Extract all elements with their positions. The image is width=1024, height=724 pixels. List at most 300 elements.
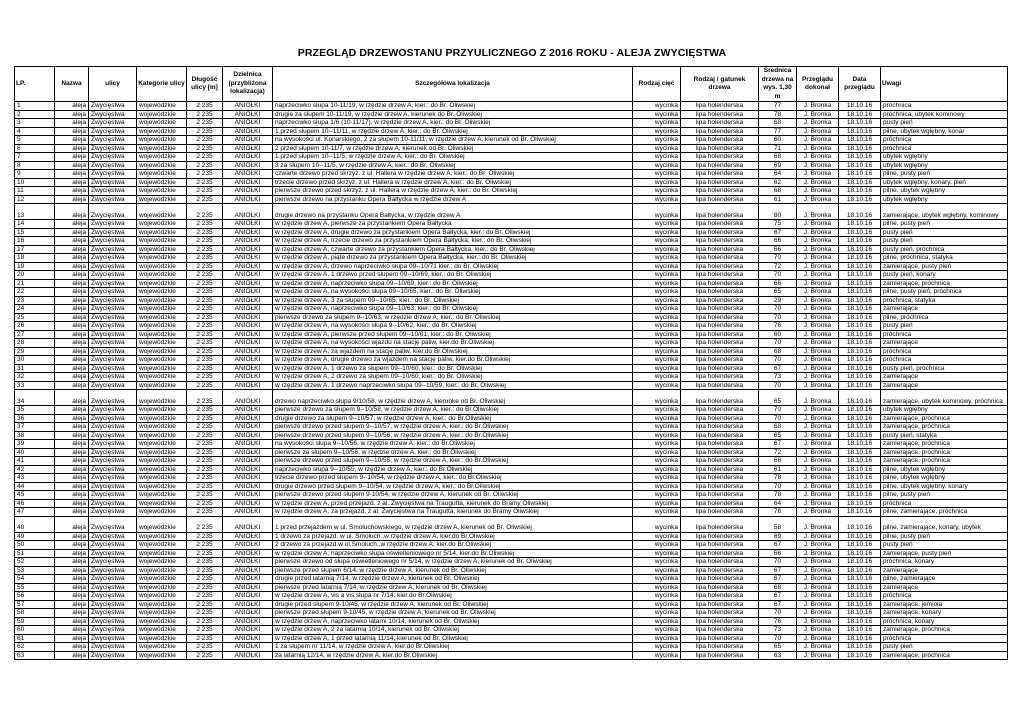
cell-srednica: 67 <box>759 600 797 609</box>
cell-data: 18.10.16 <box>839 626 881 635</box>
cell-dlugosc: 2 235 <box>187 170 223 179</box>
cell-rodzaj-ciec: wycinka <box>633 651 681 660</box>
cell-dlugosc: 2 235 <box>187 119 223 128</box>
cell-uwagi: zamierające, próchnica <box>881 440 1008 449</box>
cell-ulicy: Zwycięstwa <box>89 254 137 263</box>
cell-przeglad: J. Bronka <box>797 119 839 128</box>
cell-przeglad: J. Bronka <box>797 364 839 373</box>
cell-data: 18.10.16 <box>839 262 881 271</box>
cell-kategorie: wojewódzkie <box>137 245 187 254</box>
cell-lokalizacja: pierwsze przed słupem 9-10/45, w rzędzie drzew A, kierunek od Br. Oliwskiej <box>273 609 633 618</box>
cell-ulicy: Zwycięstwa <box>89 634 137 643</box>
cell-nazwa: aleja <box>55 102 89 111</box>
table-row <box>15 356 1008 365</box>
cell-uwagi: pilne, ubytek wgłębny <box>881 474 1008 483</box>
cell-dlugosc: 2 235 <box>187 279 223 288</box>
cell-lp: 41 <box>15 457 55 466</box>
cell-rodzaj-ciec: wycinka <box>633 195 681 204</box>
cell-ulicy: Zwycięstwa <box>89 617 137 626</box>
cell-dzielnica: ANIOŁKI <box>223 220 273 229</box>
cell-data: 18.10.16 <box>839 499 881 508</box>
cell-gatunek: lipa holenderska <box>681 195 759 204</box>
cell-lokalizacja: w rzędzie drzew A, trzecie drzewo za przystankiem Opera Bałtycka, kier.: do Br. Oliwskiej <box>273 237 633 246</box>
cell-rodzaj-ciec: wycinka <box>633 465 681 474</box>
table-row <box>15 220 1008 229</box>
cell-dzielnica: ANIOŁKI <box>223 102 273 111</box>
cell-dlugosc: 2 235 <box>187 609 223 618</box>
table-row <box>15 499 1008 508</box>
cell-dlugosc: 2 235 <box>187 414 223 423</box>
cell-dzielnica: ANIOŁKI <box>223 245 273 254</box>
cell-ulicy: Zwycięstwa <box>89 600 137 609</box>
cell-ulicy: Zwycięstwa <box>89 609 137 618</box>
cell-dlugosc: 2 235 <box>187 516 223 532</box>
cell-dzielnica: ANIOŁKI <box>223 228 273 237</box>
cell-rodzaj-ciec: wycinka <box>633 204 681 220</box>
cell-gatunek: lipa holenderska <box>681 262 759 271</box>
cell-srednica: 78 <box>759 491 797 500</box>
cell-rodzaj-ciec: wycinka <box>633 373 681 382</box>
cell-dzielnica: ANIOŁKI <box>223 347 273 356</box>
cell-uwagi: pusty pień <box>881 643 1008 652</box>
cell-lp: 49 <box>15 532 55 541</box>
table-row <box>15 110 1008 119</box>
cell-kategorie: wojewódzkie <box>137 296 187 305</box>
cell-rodzaj-ciec: wycinka <box>633 634 681 643</box>
cell-kategorie: wojewódzkie <box>137 516 187 532</box>
cell-rodzaj-ciec: wycinka <box>633 262 681 271</box>
cell-przeglad: J. Bronka <box>797 491 839 500</box>
cell-nazwa: aleja <box>55 474 89 483</box>
cell-ulicy: Zwycięstwa <box>89 575 137 584</box>
cell-nazwa: aleja <box>55 406 89 415</box>
cell-kategorie: wojewódzkie <box>137 508 187 517</box>
cell-uwagi: próchnica <box>881 592 1008 601</box>
cell-nazwa: aleja <box>55 465 89 474</box>
cell-przeglad: J. Bronka <box>797 406 839 415</box>
cell-dlugosc: 2 235 <box>187 381 223 390</box>
cell-lp: 27 <box>15 330 55 339</box>
cell-rodzaj-ciec: wycinka <box>633 356 681 365</box>
cell-lp: 2 <box>15 110 55 119</box>
cell-data: 18.10.16 <box>839 465 881 474</box>
cell-lp: 4 <box>15 127 55 136</box>
cell-nazwa: aleja <box>55 457 89 466</box>
cell-lp: 12 <box>15 195 55 204</box>
cell-dlugosc: 2 235 <box>187 457 223 466</box>
cell-kategorie: wojewódzkie <box>137 195 187 204</box>
cell-rodzaj-ciec: wycinka <box>633 228 681 237</box>
cell-nazwa: aleja <box>55 532 89 541</box>
cell-przeglad: J. Bronka <box>797 465 839 474</box>
cell-srednica: 66 <box>759 237 797 246</box>
cell-srednica: 68 <box>759 187 797 196</box>
table-row <box>15 204 1008 220</box>
cell-przeglad: J. Bronka <box>797 609 839 618</box>
cell-ulicy: Zwycięstwa <box>89 237 137 246</box>
cell-rodzaj-ciec: wycinka <box>633 127 681 136</box>
cell-przeglad: J. Bronka <box>797 508 839 517</box>
table-body <box>15 102 1008 660</box>
cell-ulicy: Zwycięstwa <box>89 406 137 415</box>
cell-przeglad: J. Bronka <box>797 161 839 170</box>
cell-dzielnica: ANIOŁKI <box>223 457 273 466</box>
table-row <box>15 558 1008 567</box>
cell-uwagi: pilne, zamierające, konary, ubytek <box>881 516 1008 532</box>
cell-nazwa: aleja <box>55 482 89 491</box>
cell-dlugosc: 2 235 <box>187 592 223 601</box>
cell-ulicy: Zwycięstwa <box>89 381 137 390</box>
cell-ulicy: Zwycięstwa <box>89 102 137 111</box>
cell-data: 18.10.16 <box>839 549 881 558</box>
cell-rodzaj-ciec: wycinka <box>633 558 681 567</box>
cell-lp: 16 <box>15 237 55 246</box>
table-row <box>15 271 1008 280</box>
cell-lokalizacja: w rzędzie drzew A, za wjazdem na stację paliw, kier.do Br.Oliwskiej <box>273 347 633 356</box>
cell-srednica: 78 <box>759 110 797 119</box>
cell-srednica: 61 <box>759 195 797 204</box>
cell-data: 18.10.16 <box>839 482 881 491</box>
cell-nazwa: aleja <box>55 381 89 390</box>
cell-uwagi: pilne, ubytek wgłębny <box>881 465 1008 474</box>
cell-nazwa: aleja <box>55 254 89 263</box>
cell-przeglad: J. Bronka <box>797 566 839 575</box>
cell-lp: 29 <box>15 347 55 356</box>
cell-gatunek: lipa holenderska <box>681 566 759 575</box>
cell-dzielnica: ANIOŁKI <box>223 305 273 314</box>
cell-lp: 59 <box>15 617 55 626</box>
cell-lp: 22 <box>15 288 55 297</box>
cell-data: 18.10.16 <box>839 558 881 567</box>
cell-dzielnica: ANIOŁKI <box>223 356 273 365</box>
cell-data: 18.10.16 <box>839 136 881 145</box>
cell-rodzaj-ciec: wycinka <box>633 178 681 187</box>
cell-przeglad: J. Bronka <box>797 381 839 390</box>
cell-przeglad: J. Bronka <box>797 204 839 220</box>
cell-ulicy: Zwycięstwa <box>89 364 137 373</box>
cell-dzielnica: ANIOŁKI <box>223 617 273 626</box>
cell-ulicy: Zwycięstwa <box>89 127 137 136</box>
cell-kategorie: wojewódzkie <box>137 228 187 237</box>
cell-kategorie: wojewódzkie <box>137 566 187 575</box>
cell-dzielnica: ANIOŁKI <box>223 127 273 136</box>
cell-dzielnica: ANIOŁKI <box>223 271 273 280</box>
cell-lp: 50 <box>15 541 55 550</box>
cell-gatunek: lipa holenderska <box>681 423 759 432</box>
cell-srednica: 70 <box>759 634 797 643</box>
cell-lokalizacja: w rzędzie drzew A, 1 drzewo za słupem 09--10/60, kier.: do Br. Oliwskiej <box>273 364 633 373</box>
cell-nazwa: aleja <box>55 339 89 348</box>
cell-uwagi: pusty pień <box>881 322 1008 331</box>
cell-nazwa: aleja <box>55 600 89 609</box>
table-row <box>15 296 1008 305</box>
table-row <box>15 237 1008 246</box>
cell-lp: 6 <box>15 144 55 153</box>
cell-srednica: 78 <box>759 474 797 483</box>
table-row <box>15 491 1008 500</box>
cell-lokalizacja: 1 przed słupem 10--11/5, w rzędzie drzew A, kier.: do Br. Oliwskiej <box>273 153 633 162</box>
cell-nazwa: aleja <box>55 347 89 356</box>
cell-data: 18.10.16 <box>839 161 881 170</box>
cell-kategorie: wojewódzkie <box>137 279 187 288</box>
cell-lokalizacja: pierwsze drzewo na przystanku Opera Bałtycka w rzędzie drzew A <box>273 195 633 204</box>
cell-dlugosc: 2 235 <box>187 110 223 119</box>
cell-dlugosc: 2 235 <box>187 600 223 609</box>
cell-data: 18.10.16 <box>839 322 881 331</box>
cell-ulicy: Zwycięstwa <box>89 592 137 601</box>
cell-dzielnica: ANIOŁKI <box>223 626 273 635</box>
cell-uwagi: pilne, próchnica, statyka <box>881 254 1008 263</box>
cell-rodzaj-ciec: wycinka <box>633 491 681 500</box>
cell-lp: 5 <box>15 136 55 145</box>
cell-rodzaj-ciec: wycinka <box>633 347 681 356</box>
cell-lokalizacja: w rzędzie drzew A, przed przejazd. z al. Zwycięstwa na Traugutta, kierunek do Bramy Oliwskiej <box>273 499 633 508</box>
cell-lokalizacja: w rzędzie drzew A, piąte drzewo za przystankiem Opera Bałtycka, kier.: do Br. Oliwskiej <box>273 254 633 263</box>
cell-gatunek: lipa holenderska <box>681 541 759 550</box>
cell-uwagi: zamierające, ubytek wgłębny, kominowy <box>881 204 1008 220</box>
cell-ulicy: Zwycięstwa <box>89 136 137 145</box>
cell-przeglad: J. Bronka <box>797 237 839 246</box>
cell-rodzaj-ciec: wycinka <box>633 575 681 584</box>
cell-uwagi: pilne, pusty pień <box>881 170 1008 179</box>
cell-kategorie: wojewódzkie <box>137 643 187 652</box>
cell-rodzaj-ciec: wycinka <box>633 566 681 575</box>
cell-gatunek: lipa holenderska <box>681 617 759 626</box>
cell-rodzaj-ciec: wycinka <box>633 288 681 297</box>
cell-nazwa: aleja <box>55 228 89 237</box>
cell-przeglad: J. Bronka <box>797 516 839 532</box>
cell-srednica: 77 <box>759 127 797 136</box>
cell-lokalizacja: w rzędzie drzew A, czwarte drzewo za przystankiem Opera Bałtycka, kier.: do Br. Oliwskiej <box>273 245 633 254</box>
cell-przeglad: J. Bronka <box>797 322 839 331</box>
cell-gatunek: lipa holenderska <box>681 339 759 348</box>
cell-lp: 63 <box>15 651 55 660</box>
cell-nazwa: aleja <box>55 491 89 500</box>
cell-ulicy: Zwycięstwa <box>89 245 137 254</box>
cell-nazwa: aleja <box>55 245 89 254</box>
cell-srednica: 67 <box>759 566 797 575</box>
cell-lokalizacja: drzewo naprzeciwko słupa 9/10/58, w rzędzie drzew A, kierunke od Br. Oliwskiej <box>273 390 633 406</box>
col-header-lp: LP. <box>15 67 55 102</box>
cell-ulicy: Zwycięstwa <box>89 626 137 635</box>
cell-kategorie: wojewódzkie <box>137 119 187 128</box>
table-row <box>15 187 1008 196</box>
cell-przeglad: J. Bronka <box>797 245 839 254</box>
cell-gatunek: lipa holenderska <box>681 600 759 609</box>
cell-gatunek: lipa holenderska <box>681 626 759 635</box>
cell-lokalizacja: drugie przed latarnią 7/14, w rzędzie drzew A, kierunek od Br. Oliwskiej <box>273 575 633 584</box>
cell-lokalizacja: pierwsze drzewo przed skrzyż. z ul. Hallera w rzędzie drzew A, kier.: do Br. Oliwskiej <box>273 187 633 196</box>
cell-kategorie: wojewódzkie <box>137 254 187 263</box>
cell-srednica: 75 <box>759 220 797 229</box>
cell-lokalizacja: w rzędzie drzew A, 3 za słupem 09--10/65, kier.: do Br. Oliwskiej <box>273 296 633 305</box>
cell-dlugosc: 2 235 <box>187 161 223 170</box>
cell-data: 18.10.16 <box>839 541 881 550</box>
table-row <box>15 592 1008 601</box>
cell-nazwa: aleja <box>55 322 89 331</box>
cell-przeglad: J. Bronka <box>797 279 839 288</box>
cell-lokalizacja: na wysokości ul. Konarskiego, 2 za słupem 10-11/11, w rzędzie drzew A, kierunek od Br. Oliwskiej <box>273 136 633 145</box>
table-row <box>15 423 1008 432</box>
cell-uwagi: pusty pień, konary <box>881 271 1008 280</box>
table-row <box>15 127 1008 136</box>
cell-lp: 48 <box>15 516 55 532</box>
cell-dlugosc: 2 235 <box>187 144 223 153</box>
cell-gatunek: lipa holenderska <box>681 170 759 179</box>
cell-kategorie: wojewódzkie <box>137 575 187 584</box>
cell-dzielnica: ANIOŁKI <box>223 465 273 474</box>
cell-dlugosc: 2 235 <box>187 237 223 246</box>
cell-ulicy: Zwycięstwa <box>89 296 137 305</box>
cell-przeglad: J. Bronka <box>797 187 839 196</box>
cell-lp: 33 <box>15 381 55 390</box>
cell-data: 18.10.16 <box>839 347 881 356</box>
cell-nazwa: aleja <box>55 288 89 297</box>
cell-data: 18.10.16 <box>839 153 881 162</box>
cell-data: 18.10.16 <box>839 144 881 153</box>
cell-ulicy: Zwycięstwa <box>89 491 137 500</box>
cell-uwagi: zamierające <box>881 305 1008 314</box>
cell-dlugosc: 2 235 <box>187 305 223 314</box>
cell-gatunek: lipa holenderska <box>681 313 759 322</box>
cell-srednica: 65 <box>759 288 797 297</box>
cell-kategorie: wojewódzkie <box>137 347 187 356</box>
cell-dzielnica: ANIOŁKI <box>223 161 273 170</box>
cell-lp: 44 <box>15 482 55 491</box>
cell-dzielnica: ANIOŁKI <box>223 431 273 440</box>
cell-data: 18.10.16 <box>839 431 881 440</box>
table-row <box>15 245 1008 254</box>
cell-dlugosc: 2 235 <box>187 549 223 558</box>
cell-uwagi: próchnica, konary <box>881 558 1008 567</box>
cell-lokalizacja: drugie drzewo na przystanku Opera Bałtycka, w rzędzie drzew A <box>273 204 633 220</box>
cell-kategorie: wojewódzkie <box>137 161 187 170</box>
cell-uwagi: zamierające <box>881 381 1008 390</box>
cell-srednica: 67 <box>759 575 797 584</box>
cell-rodzaj-ciec: wycinka <box>633 448 681 457</box>
col-header-nazwa: Nazwa <box>55 67 89 102</box>
cell-dzielnica: ANIOŁKI <box>223 390 273 406</box>
table-row <box>15 541 1008 550</box>
table-row <box>15 431 1008 440</box>
cell-uwagi: próchnica, ubytek kominowy <box>881 110 1008 119</box>
cell-ulicy: Zwycięstwa <box>89 279 137 288</box>
cell-rodzaj-ciec: wycinka <box>633 254 681 263</box>
cell-kategorie: wojewódzkie <box>137 626 187 635</box>
cell-dzielnica: ANIOŁKI <box>223 549 273 558</box>
cell-data: 18.10.16 <box>839 195 881 204</box>
cell-data: 18.10.16 <box>839 220 881 229</box>
cell-gatunek: lipa holenderska <box>681 373 759 382</box>
cell-srednica: 68 <box>759 423 797 432</box>
cell-dzielnica: ANIOŁKI <box>223 575 273 584</box>
cell-lp: 45 <box>15 491 55 500</box>
cell-lp: 52 <box>15 558 55 567</box>
cell-srednica: 65 <box>759 431 797 440</box>
table-row <box>15 474 1008 483</box>
cell-gatunek: lipa holenderska <box>681 592 759 601</box>
cell-rodzaj-ciec: wycinka <box>633 626 681 635</box>
cell-dzielnica: ANIOŁKI <box>223 491 273 500</box>
cell-rodzaj-ciec: wycinka <box>633 245 681 254</box>
cell-ulicy: Zwycięstwa <box>89 558 137 567</box>
cell-ulicy: Zwycięstwa <box>89 431 137 440</box>
cell-lokalizacja: pierwsze drzewo przed słupem 9--10/56, w rzędzie drzew A, kier.: do Br.Oliwskiej <box>273 431 633 440</box>
cell-rodzaj-ciec: wycinka <box>633 440 681 449</box>
cell-przeglad: J. Bronka <box>797 532 839 541</box>
cell-ulicy: Zwycięstwa <box>89 228 137 237</box>
table-row <box>15 549 1008 558</box>
table-row <box>15 575 1008 584</box>
table-row <box>15 609 1008 618</box>
cell-ulicy: Zwycięstwa <box>89 532 137 541</box>
cell-nazwa: aleja <box>55 575 89 584</box>
cell-ulicy: Zwycięstwa <box>89 499 137 508</box>
cell-kategorie: wojewódzkie <box>137 262 187 271</box>
cell-data: 18.10.16 <box>839 204 881 220</box>
cell-dzielnica: ANIOŁKI <box>223 204 273 220</box>
header-row <box>15 67 1008 102</box>
table-row <box>15 330 1008 339</box>
col-header-data: Data przeglądu <box>839 67 881 102</box>
table-row <box>15 406 1008 415</box>
cell-srednica: 73 <box>759 373 797 382</box>
cell-uwagi: próchnica <box>881 634 1008 643</box>
cell-nazwa: aleja <box>55 414 89 423</box>
cell-lokalizacja: 3 za słupem 10--11/5, w rzędzie drzew A, kier.: do Br. Oliwskiej <box>273 161 633 170</box>
cell-data: 18.10.16 <box>839 516 881 532</box>
cell-gatunek: lipa holenderska <box>681 431 759 440</box>
cell-dzielnica: ANIOŁKI <box>223 262 273 271</box>
cell-kategorie: wojewódzkie <box>137 406 187 415</box>
cell-nazwa: aleja <box>55 178 89 187</box>
cell-nazwa: aleja <box>55 651 89 660</box>
cell-data: 18.10.16 <box>839 406 881 415</box>
cell-gatunek: lipa holenderska <box>681 322 759 331</box>
cell-przeglad: J. Bronka <box>797 643 839 652</box>
cell-uwagi: pusty pień <box>881 119 1008 128</box>
cell-gatunek: lipa holenderska <box>681 119 759 128</box>
cell-rodzaj-ciec: wycinka <box>633 339 681 348</box>
cell-ulicy: Zwycięstwa <box>89 423 137 432</box>
cell-przeglad: J. Bronka <box>797 305 839 314</box>
cell-dzielnica: ANIOŁKI <box>223 558 273 567</box>
cell-dlugosc: 2 235 <box>187 204 223 220</box>
cell-ulicy: Zwycięstwa <box>89 119 137 128</box>
cell-przeglad: J. Bronka <box>797 549 839 558</box>
cell-ulicy: Zwycięstwa <box>89 414 137 423</box>
cell-gatunek: lipa holenderska <box>681 474 759 483</box>
cell-lokalizacja: pierwsze przed słupem 6/14, w rzędzie drzew A, kierunek od Br. Oliwskiej <box>273 566 633 575</box>
cell-kategorie: wojewódzkie <box>137 440 187 449</box>
cell-dlugosc: 2 235 <box>187 406 223 415</box>
cell-srednica: 70 <box>759 305 797 314</box>
cell-ulicy: Zwycięstwa <box>89 390 137 406</box>
cell-dlugosc: 2 235 <box>187 195 223 204</box>
cell-uwagi: pilne, ubytek wgłębny, konary <box>881 482 1008 491</box>
cell-srednica: 66 <box>759 549 797 558</box>
cell-rodzaj-ciec: wycinka <box>633 482 681 491</box>
cell-dlugosc: 2 235 <box>187 440 223 449</box>
cell-lp: 47 <box>15 508 55 517</box>
table-row <box>15 322 1008 331</box>
cell-ulicy: Zwycięstwa <box>89 339 137 348</box>
cell-lokalizacja: naprzeciwko słupa 9--10/55, w rzędzie drzew A, kier.: do Br.Oliwskiej <box>273 465 633 474</box>
inspection-table <box>14 66 1008 660</box>
cell-rodzaj-ciec: wycinka <box>633 279 681 288</box>
cell-data: 18.10.16 <box>839 187 881 196</box>
cell-dlugosc: 2 235 <box>187 373 223 382</box>
